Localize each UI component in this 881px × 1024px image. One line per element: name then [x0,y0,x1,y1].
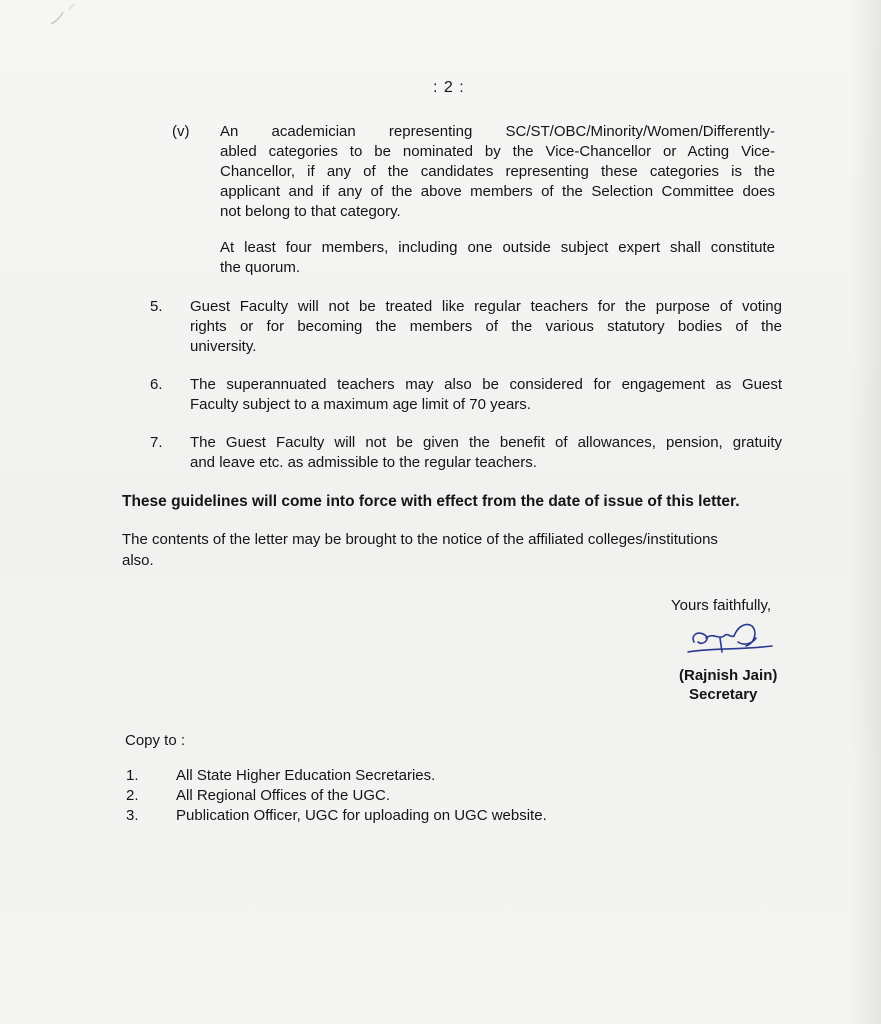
item-line: The superannuated teachers may also be considered for engagement as Guest [190,376,782,393]
clause-line: applicant and if any of the above members of the Selection Committee does [220,183,775,200]
quorum-line: the quorum. [220,259,301,276]
item-line: rights or for becoming the members of the various statutory bodies of the [190,318,782,335]
item-number: 6. [150,376,163,393]
clause-line: abled categories to be nominated by the Vice-Chancellor or Acting Vice- [220,143,775,160]
copy-item-number: 1. [126,767,139,784]
item-line: The Guest Faculty will not be given the benefit of allowances, pension, gratuity [190,434,782,451]
page-number: : 2 : [433,79,465,96]
copy-item-text: All Regional Offices of the UGC. [176,787,390,804]
notice-line: The contents of the letter may be brought to the notice of the affiliated colleges/institutions [122,531,718,548]
signatory-designation: Secretary [689,686,758,703]
clause-line: Chancellor, if any of the candidates representing these categories is the [220,163,775,180]
notice-line: also. [122,552,154,569]
copy-item-text: All State Higher Education Secretaries. [176,767,436,784]
corner-smudge-icon [45,2,85,32]
item-number: 5. [150,298,163,315]
page-shadow [851,0,881,1024]
quorum-line: At least four members, including one outside subject expert shall constitute [220,239,775,256]
item-number: 7. [150,434,163,451]
item-line: Faculty subject to a maximum age limit of 70 years. [190,396,531,413]
item-line: and leave etc. as admissible to the regular teachers. [190,454,537,471]
copy-item-number: 3. [126,807,139,824]
item-line: university. [190,338,257,355]
clause-line: not belong to that category. [220,203,401,220]
clause-line: An academician representing SC/ST/OBC/Minority/Women/Differently- [220,123,775,140]
clause-marker: (v) [172,123,190,140]
salutation: Yours faithfully, [671,597,772,614]
copy-item-text: Publication Officer, UGC for uploading on UGC website. [176,807,547,824]
signatory-name: (Rajnish Jain) [679,667,778,684]
signature-icon [680,612,790,672]
copy-to-heading: Copy to : [125,732,186,749]
item-line: Guest Faculty will not be treated like regular teachers for the purpose of voting [190,298,782,315]
effect-statement: These guidelines will come into force with effect from the date of issue of this letter. [122,493,740,510]
copy-item-number: 2. [126,787,139,804]
